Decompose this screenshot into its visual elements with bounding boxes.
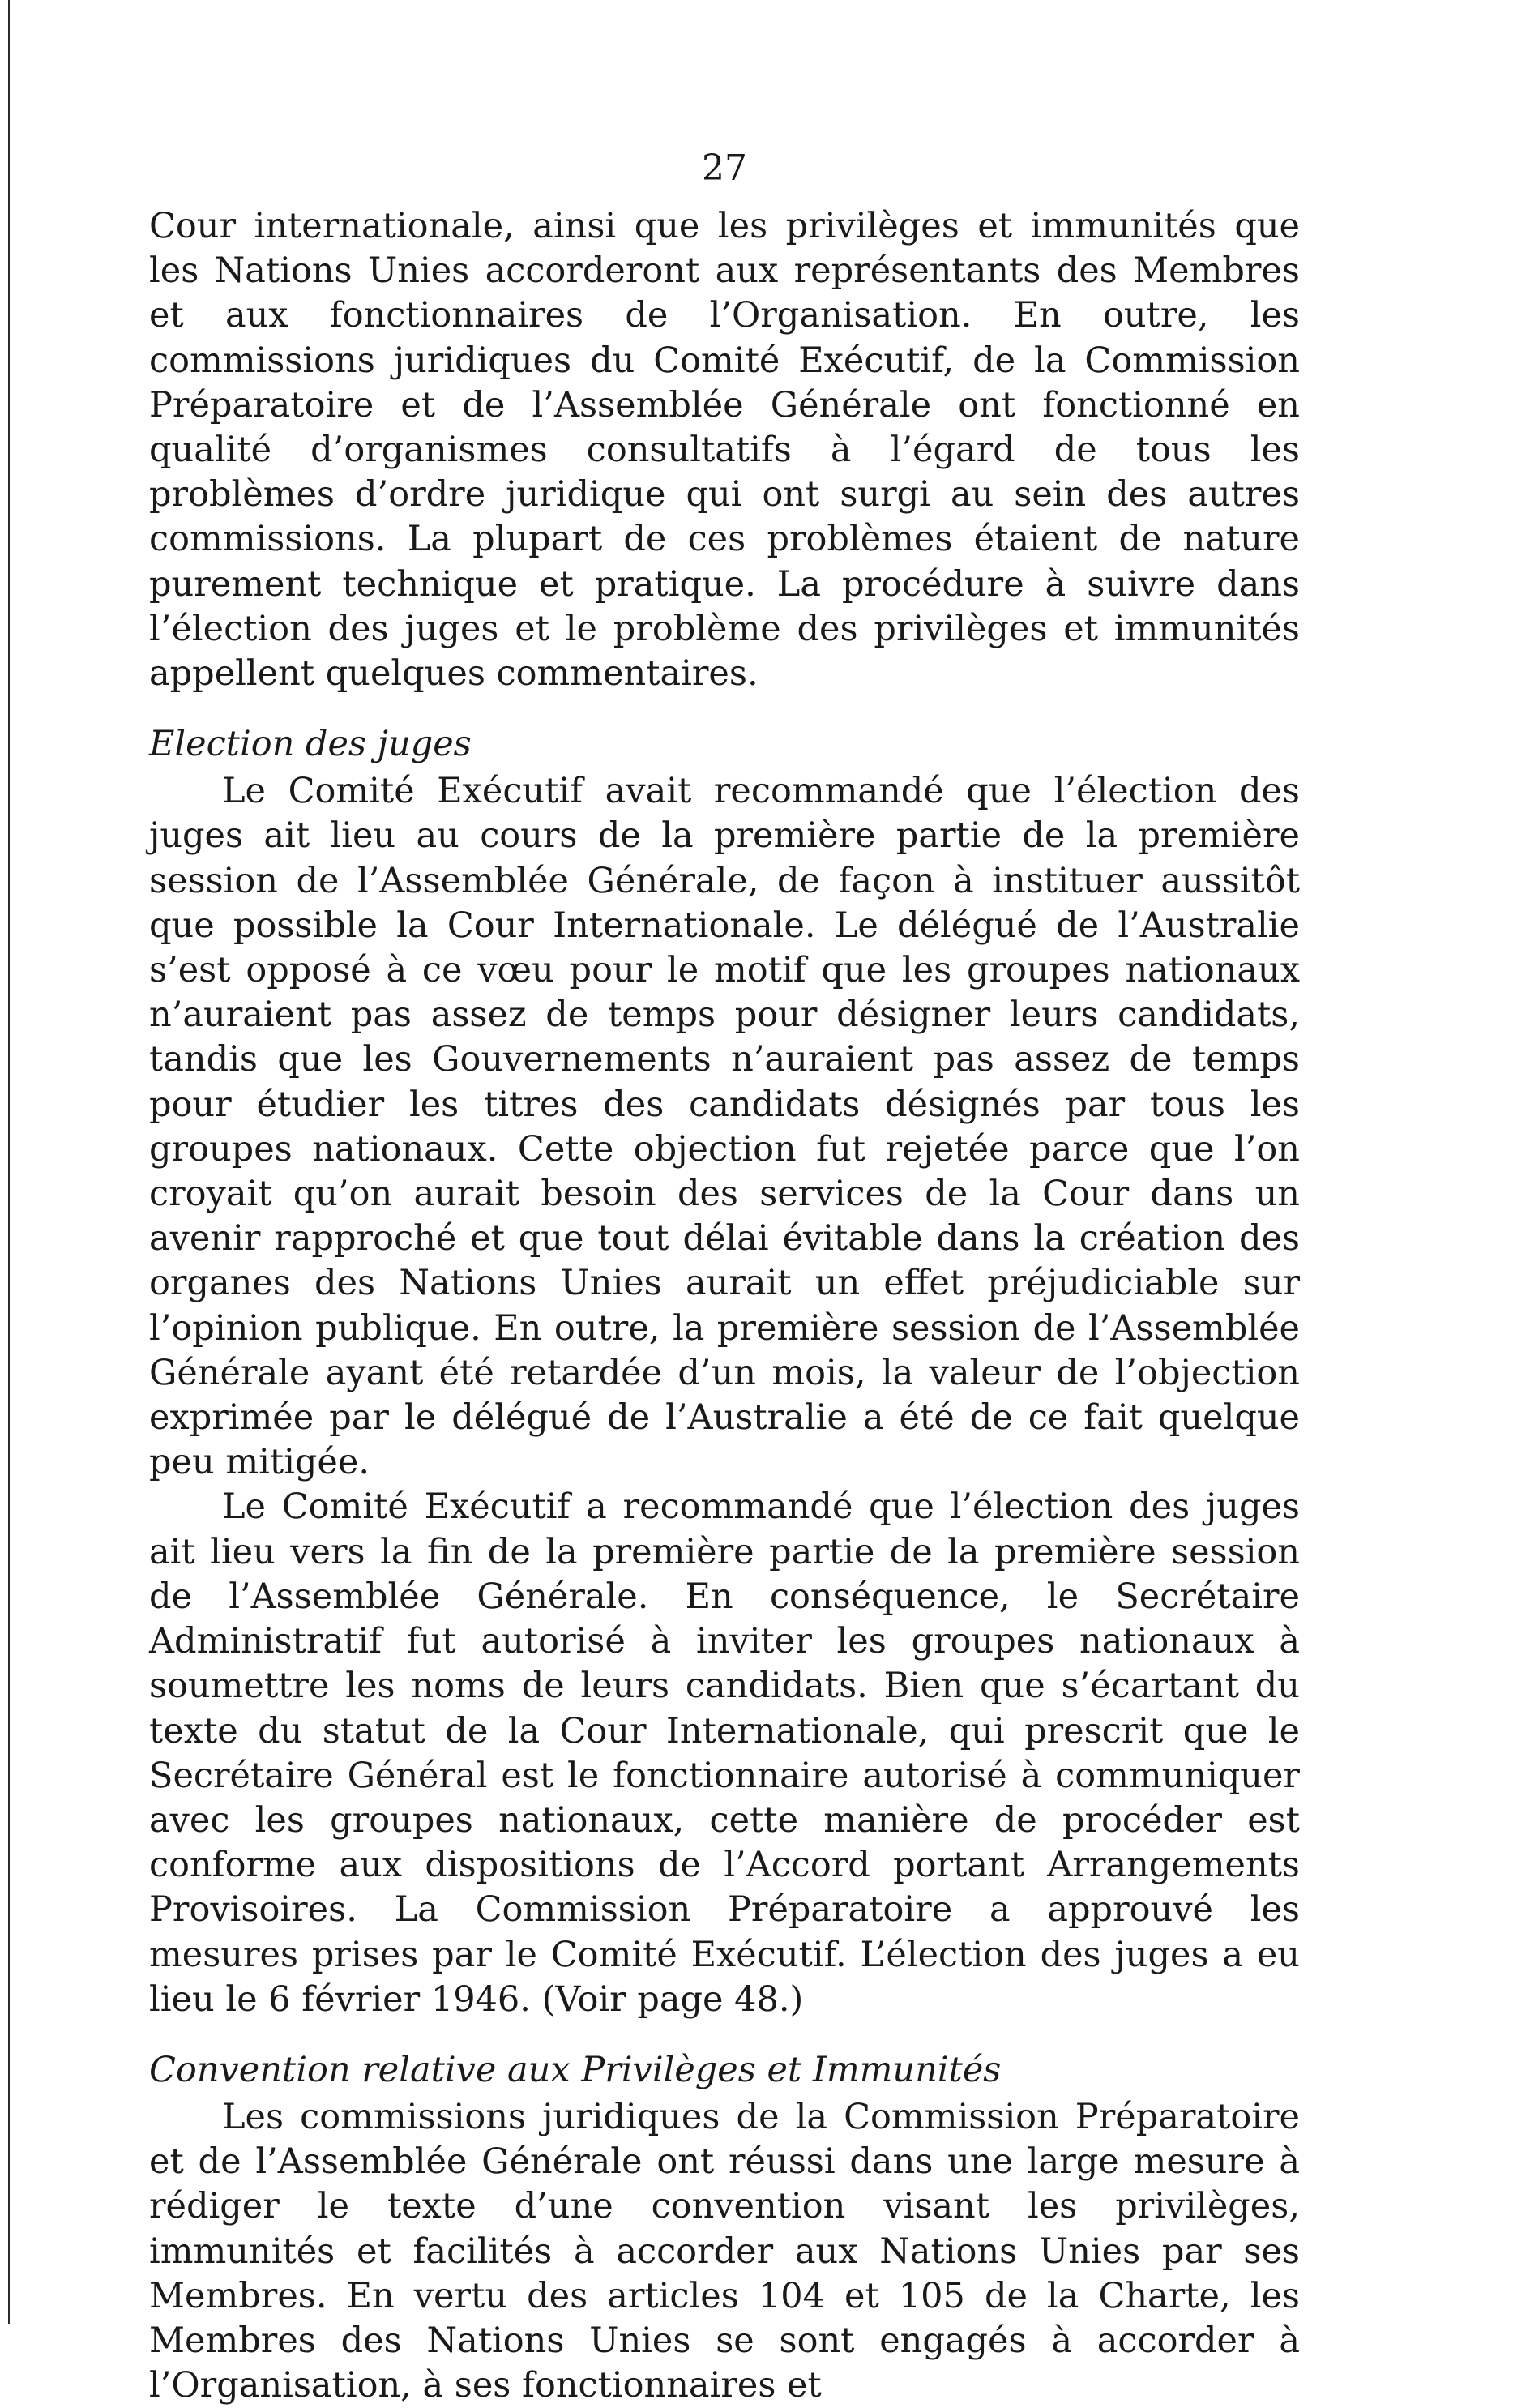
section-heading-convention: Convention relative aux Privilèges et Immunités [149,2049,1002,2090]
intro-paragraph: Cour internationale, ainsi que les privilèges et immunités que les Nations Unies accorderont aux représentants des Membres et aux fonctionnaires de l’Organisation. En outre, les commissions juridiques du Comité Exécutif, de la Commission Préparatoire et de l’Assemblée Générale ont fonctionné en qualité d’organismes consultatifs à l’égard de tous les problèmes d’ordre juridique qui ont surgi au sein des autres commissions. La plupart de ces problèmes étaient de nature purement technique et pratique. La procédure à suivre dans l’élection des juges et le problème des privilèges et immunités appellent quelques commentaires. [149,206,1300,695]
election-paragraph-1: Le Comité Exécutif avait recommandé que l’élection des juges ait lieu au cours de la première partie de la première session de l’Assemblée Générale, de façon à instituer aussitôt que possible la Cour Internationale. Le délégué de l’Australie s’est opposé à ce vœu pour le motif que les groupes nationaux n’auraient pas assez de temps pour désigner leurs candidats, tandis que les Gouvernements n’auraient pas assez de temps pour étudier les titres des candidats désignés par tous les groupes nationaux. Cette objection fut rejetée parce que l’on croyait qu’on aurait besoin des services de la Cour dans un avenir rapproché et que tout délai évitable dans la création des organes des Nations Unies aurait un effet préjudiciable sur l’opinion publique. En outre, la première session de l’Assemblée Générale ayant été retardée d’un mois, la valeur de l’objection exprimée par le délégué de l’Australie a été de ce fait quelque peu mitigée. [149,771,1300,1483]
page-number: 27 [702,148,747,189]
document-page [149,146,1300,2408]
election-paragraph-2: Le Comité Exécutif a recommandé que l’élection des juges ait lieu vers la fin de la première partie de la première session de l’Assemblée Générale. En conséquence, le Secrétaire Administratif fut autorisé à inviter les groupes nationaux à soumettre les noms de leurs candidats. Bien que s’écartant du texte du statut de la Cour Internationale, qui prescrit que le Secrétaire Général est le fonctionnaire autorisé à communiquer avec les groupes nationaux, cette manière de procéder est conforme aux dispositions de l’Accord portant Arrangements Provisoires. La Commission Préparatoire a approuvé les mesures prises par le Comité Exécutif. L’élection des juges a eu lieu le 6 février 1946. (Voir page 48.) [149,1486,1300,2020]
convention-paragraph-1: Les commissions juridiques de la Commission Préparatoire et de l’Assemblée Générale ont réussi dans une large mesure à rédiger le texte d’une convention visant les privilèges, immunités et facilités à accorder aux Nations Unies par ses Membres. En vertu des articles 104 et 105 de la Charte, les Membres des Nations Unies se sont engagés à accorder à l’Organisation, à ses fonctionnaires et [149,2096,1300,2406]
section-heading-election-des-juges: Election des juges [149,724,472,765]
page-edge-rule [8,0,10,2324]
